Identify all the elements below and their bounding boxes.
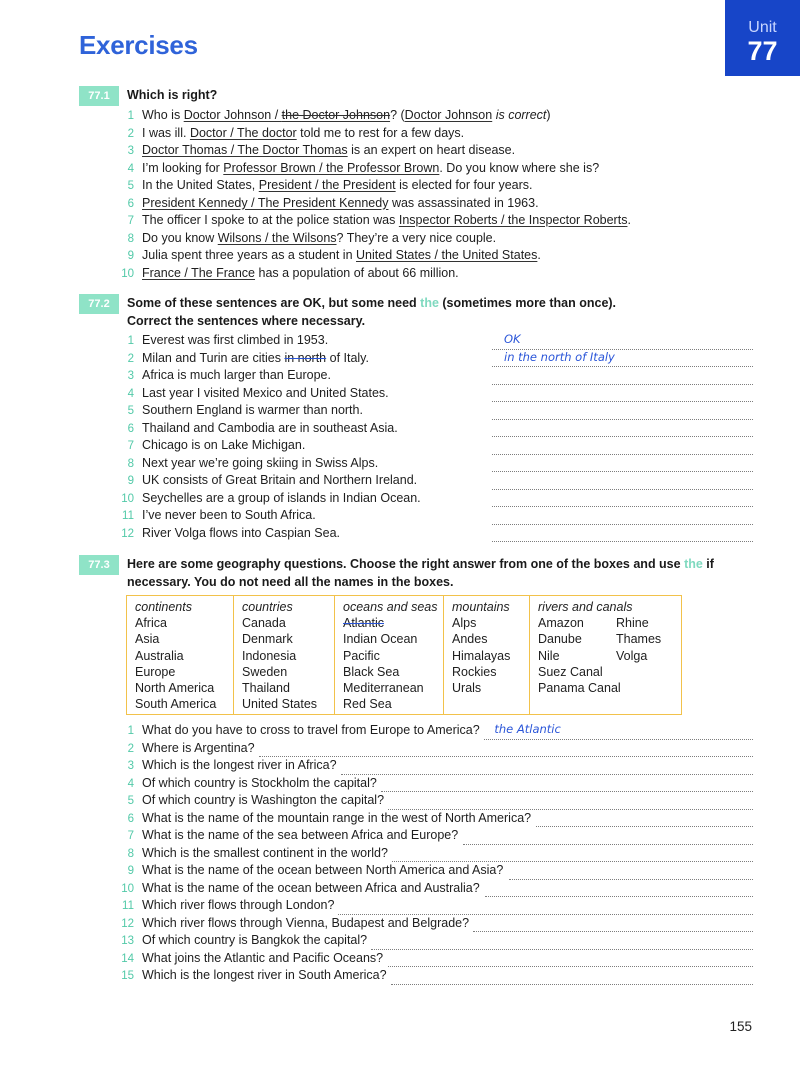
item-number: 9 [127,250,134,262]
item-text: Milan and Turin are cities [142,350,285,365]
list-item [116,265,631,283]
exercise-list-77-1 [116,107,631,282]
item-number: 5 [127,795,134,807]
answer-field[interactable] [492,332,753,350]
list-item [116,402,421,420]
box-item: South America [135,697,217,712]
question-text: Of which country is Stockholm the capital? [142,775,377,790]
box-item: Indian Ocean [343,632,418,647]
option-underlined: Doctor Johnson / [183,108,282,122]
answer-field[interactable] [391,967,753,985]
answer-field[interactable] [492,472,753,490]
item-text: Who is [142,108,184,122]
answer-field[interactable] [492,367,753,385]
handwritten-answer: the Atlantic [494,722,561,736]
list-item [116,420,421,438]
handwritten-answer: OK [504,332,521,346]
column-heading: rivers and canals [538,600,633,614]
question-text: Which is the longest river in South America? [142,968,387,982]
list-item [116,507,421,525]
rivers-column [529,596,680,714]
question-item [116,827,531,845]
answer-field[interactable] [509,862,753,880]
question-item [116,792,531,810]
list-item [116,142,631,160]
page-title: Exercises [79,30,198,60]
option-underlined: France / The France [142,265,256,280]
instruction-text: Some of these sentences are OK, but some need [127,296,421,310]
list-item [116,490,421,508]
option-underlined: President / the President [258,178,396,192]
item-note: is correct [492,108,547,122]
item-number: 3 [127,370,134,382]
item-text: was assassinated in 1963. [388,195,539,210]
box-item: Denmark [242,632,293,647]
item-number: 7 [127,440,134,452]
item-number: 7 [127,830,134,842]
question-text: What joins the Atlantic and Pacific Oceans? [142,950,384,965]
question-text: What do you have to cross to travel from Europe to America? [142,723,480,737]
instruction-text: Here are some geography questions. Choose the right answer from one of the boxes and use [127,557,685,571]
instruction-text: Correct the sentences where necessary. [127,314,366,328]
answer-field[interactable] [485,880,753,898]
item-text: ) [546,108,551,122]
answer-field[interactable] [338,897,753,915]
list-item [116,472,421,490]
question-text: What is the name of the ocean between Africa and Australia? [142,880,480,895]
answer-field[interactable] [492,420,753,438]
item-number: 2 [127,742,134,755]
box-item: Australia [135,648,184,663]
option-underlined: Professor Brown / the Professor Brown [223,160,440,175]
question-item [116,810,531,828]
exercise-instruction-77-3 [127,555,714,591]
answer-field[interactable] [381,775,753,793]
answer-field[interactable] [536,810,753,828]
question-item [116,880,531,898]
question-item [116,862,531,880]
answer-field[interactable] [492,402,753,420]
box-item: Mediterranean [343,681,424,696]
item-number: 8 [127,847,134,860]
answer-field[interactable] [388,792,753,810]
box-item: Andes [452,632,488,647]
answer-field[interactable] [473,915,753,933]
question-text: Which is the longest river in Africa? [142,758,337,772]
item-text: Thailand and Cambodia are in southeast Asia. [142,420,398,435]
question-item [116,950,531,968]
item-text: Everest was first climbed in 1953. [142,333,329,347]
list-item [116,177,631,195]
question-text: Where is Argentina? [142,740,255,755]
question-text: Of which country is Bangkok the capital? [142,933,368,947]
box-item: Thailand [242,681,290,696]
mountains-column [443,596,529,714]
item-number: 6 [127,422,134,435]
question-item [116,845,531,863]
option-underlined: Inspector Roberts / the Inspector Roberts [398,213,628,227]
list-item [116,455,421,473]
box-item-crossed-out: Atlantic [343,616,384,631]
option-underlined: Doctor / The doctor [189,125,297,140]
list-item [116,247,631,265]
unit-number: 77 [747,36,778,66]
item-number: 9 [127,475,134,487]
list-item [116,437,421,455]
item-text: . Do you know where she is? [439,160,600,175]
correct-option: Doctor Johnson [404,108,493,122]
option-crossed-out: the Doctor Johnson [281,108,391,122]
exercise-badge-77-1: 77.1 [79,86,119,106]
unit-badge [725,0,800,76]
item-number: 2 [127,127,134,140]
item-number: 1 [127,110,134,122]
item-number: 1 [127,725,134,737]
item-number: 6 [127,197,134,210]
list-item [116,230,631,248]
list-item [116,349,615,368]
answer-field[interactable] [492,437,753,455]
question-item [116,967,531,985]
geography-word-box [126,595,682,715]
item-text: Southern England is warmer than north. [142,403,363,417]
answer-field[interactable] [259,740,753,758]
question-item [116,775,531,793]
handwritten-answer: in the north of Italy [504,349,615,364]
answer-field[interactable] [492,525,753,543]
question-text: Which river flows through Vienna, Budapest and Belgrade? [142,915,470,930]
box-item: Asia [135,632,160,647]
list-item [116,367,421,385]
item-number: 11 [122,900,134,912]
answer-field[interactable] [463,827,753,845]
column-heading: countries [242,600,293,614]
box-item: Rhine [616,616,649,631]
page-number: 155 [729,1019,752,1034]
struck-text: in north [284,350,327,365]
list-item [116,160,631,178]
item-number: 10 [121,267,134,280]
the-highlight: the [420,296,439,310]
item-number: 13 [121,935,134,947]
exercise-instruction-77-1: Which is right? [127,88,218,102]
answer-field[interactable] [371,932,753,950]
box-item: United States [242,697,318,712]
item-number: 15 [121,970,134,982]
question-text: Which is the smallest continent in the world? [142,845,388,860]
question-text: Which river flows through London? [142,898,335,912]
box-item: North America [135,681,215,696]
list-item [116,212,631,230]
item-number: 3 [127,145,134,157]
box-item: Amazon [538,616,584,631]
instruction-text: if [702,557,714,571]
box-item: Volga [616,648,648,663]
item-text: is an expert on heart disease. [347,143,516,157]
item-text: UK consists of Great Britain and Northern Ireland. [142,473,418,487]
item-text: . [627,213,631,227]
question-item [116,740,531,758]
answer-field[interactable] [492,385,753,403]
column-heading: continents [135,600,192,614]
list-item [116,107,631,125]
item-text: Last year I visited Mexico and United States. [142,385,389,400]
item-text: Chicago is on Lake Michigan. [142,438,306,452]
item-text: Africa is much larger than Europe. [142,368,331,382]
item-text: . [537,248,541,262]
box-item: Pacific [343,648,380,663]
countries-column [233,596,334,714]
box-item: Africa [135,616,167,631]
item-text: I was ill. [142,125,190,140]
answer-field[interactable] [492,507,753,525]
item-number: 7 [127,215,134,227]
item-number: 5 [127,405,134,417]
box-item: Rockies [452,664,497,679]
item-text: Julia spent three years as a student in [142,248,357,262]
question-item [116,757,531,775]
option-underlined: Wilsons / the Wilsons [217,230,337,245]
box-item: Thames [616,632,662,647]
item-number: 8 [127,232,134,245]
question-text: Of which country is Washington the capital? [142,793,385,807]
box-item: Sweden [242,664,288,679]
box-item: Urals [452,681,482,696]
item-text: River Volga flows into Caspian Sea. [142,525,341,540]
box-item: Indonesia [242,648,297,663]
answer-field[interactable] [492,350,753,368]
box-item: Canada [242,616,286,631]
option-underlined: Doctor Thomas / The Doctor Thomas [142,143,348,157]
item-number: 8 [127,457,134,470]
instruction-text: necessary. You do not need all the names in the boxes. [127,575,454,589]
answer-field[interactable] [388,950,753,968]
item-text: has a population of about 66 million. [255,265,459,280]
unit-label: Unit [748,19,777,36]
item-number: 2 [127,352,134,365]
column-heading: mountains [452,600,510,614]
list-item [116,332,521,350]
answer-field[interactable] [341,757,753,775]
box-item: Europe [135,664,176,679]
list-item [116,385,421,403]
item-text: ? They’re a very nice couple. [336,230,497,245]
answer-field[interactable] [484,722,753,740]
question-text: What is the name of the sea between Africa and Europe? [142,828,459,842]
question-item [116,897,531,915]
box-item: Alps [452,616,477,631]
box-item: Suez Canal [538,664,603,679]
exercise-instruction-77-2 [127,294,616,330]
box-item: Red Sea [343,697,392,712]
item-number: 4 [127,387,134,400]
item-text: The officer I spoke to at the police station was [142,213,399,227]
item-text: Do you know [142,230,218,245]
box-item: Black Sea [343,664,400,679]
item-text: I’ve never been to South Africa. [142,508,316,522]
item-text: Next year we’re going skiing in Swiss Alps. [142,455,379,470]
item-number: 9 [127,865,134,877]
box-item: Danube [538,632,582,647]
question-text: What is the name of the mountain range in the west of North America? [142,810,532,825]
exercise-badge-77-2: 77.2 [79,294,119,314]
question-item [116,915,531,933]
item-text: ? ( [390,108,405,122]
answer-field[interactable] [392,845,753,863]
instruction-text: (sometimes more than once). [438,296,617,310]
item-number: 11 [122,510,134,522]
item-number: 6 [127,812,134,825]
item-text: of Italy. [326,350,369,365]
box-item: Nile [538,648,560,663]
option-underlined: United States / the United States [356,248,538,262]
box-item: Panama Canal [538,681,621,696]
exercise-list-77-3 [116,722,561,985]
item-number: 5 [127,180,134,192]
item-number: 4 [127,777,134,790]
column-heading: oceans and seas [343,600,438,614]
option-underlined: President Kennedy / The President Kennedy [142,195,389,210]
answer-field[interactable] [492,490,753,508]
item-text: In the United States, [142,178,259,192]
item-number: 1 [127,335,134,347]
item-text: Seychelles are a group of islands in Indian Ocean. [142,490,421,505]
question-text: What is the name of the ocean between North America and Asia? [142,863,504,877]
item-text: is elected for four years. [395,178,533,192]
the-highlight: the [684,557,703,571]
box-item: Himalayas [452,648,511,663]
continents-column [127,596,234,714]
item-number: 12 [121,917,134,930]
item-number: 12 [121,527,134,540]
exercise-badge-77-3: 77.3 [79,555,119,575]
answer-field[interactable] [492,455,753,473]
item-number: 3 [127,760,134,772]
exercise-list-77-2 [116,332,615,542]
list-item [116,525,421,543]
item-number: 10 [121,492,134,505]
list-item [116,125,631,143]
question-item [116,722,561,740]
list-item [116,195,631,213]
item-number: 4 [127,162,134,175]
oceans-column [334,596,444,714]
item-number: 14 [121,952,134,965]
item-text: I’m looking for [142,160,224,175]
item-number: 10 [121,882,134,895]
item-text: told me to rest for a few days. [296,125,465,140]
question-item [116,932,531,950]
